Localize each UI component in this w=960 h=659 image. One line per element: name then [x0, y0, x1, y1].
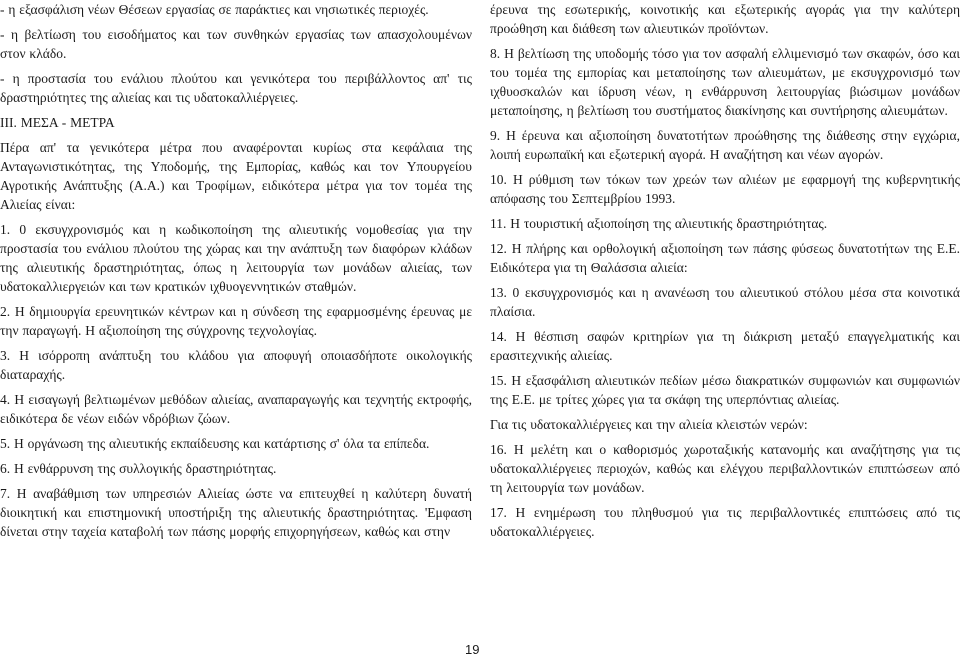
paragraph-right-5: 11. Η τουριστική αξιοποίηση της αλιευτικής δραστηριότητας. — [490, 216, 828, 231]
paragraph-left-6: 1. 0 εκσυγχρονισμός και η κωδικοποίηση της αλιευτικής νομοθεσίας για την προστασία του ενάλιου πλούτου της χώρας και την ανάπτυξη των διαφόρων κλάδων της αλιευτικής δραστηριότητας, όπως η λειτουργία των μονάδων αλιείας, των υδατοκαλλιεργειών και των κρατικών ιχθυογεννητικών σταθμών. — [0, 222, 472, 294]
paragraph-right-10: Για τις υδατοκαλλιέργειες και την αλιεία κλειστών νερών: — [490, 417, 808, 432]
left-column — [0, 0, 472, 547]
paragraph-right-1: έρευνα της εσωτερικής, κοινοτικής και εξωτερικής αγοράς για την καλύτερη προώθηση και διάθεση των αλιευτικών προϊόντων. — [490, 2, 960, 36]
paragraph-left-8: 3. Η ισόρροπη ανάπτυξη του κλάδου για αποφυγή οποιασδήποτε οικολογικής διαταραχής. — [0, 348, 472, 382]
paragraph-right-11: 16. Η μελέτη και ο καθορισμός χωροταξικής κατανομής και αναζήτησης για τις υδατοκαλλιέργειες περιοχών, καθώς και ελέγχου περιβαλλοντικών επιπτώσεων από τη λειτουργία των μονάδων. — [490, 442, 960, 495]
paragraph-left-9: 4. Η εισαγωγή βελτιωμένων μεθόδων αλιείας, αναπαραγωγής και τεχνητής εκτροφής, ειδικότερα δε νέων ειδών νδρόβιων ζώων. — [0, 392, 472, 426]
paragraph-right-8: 14. Η θέσπιση σαφών κριτηρίων για τη διάκριση μεταξύ επαγγελματικής και ερασιτεχνικής αλιείας. — [490, 329, 960, 363]
paragraph-right-9: 15. Η εξασφάλιση αλιευτικών πεδίων μέσω διακρατικών συμφωνιών και συμφωνιών της Ε.Ε. με τρίτες χώρες για τα σκάφη της υπερπόντιας αλιείας. — [490, 373, 960, 407]
paragraph-right-7: 13. 0 εκσυγχρονισμός και η ανανέωση του αλιευτικού στόλου μέσα στα κοινοτικά πλαίσια. — [490, 285, 960, 319]
paragraph-right-3: 9. Η έρευνα και αξιοποίηση δυνατοτήτων προώθησης της διάθεσης στην εγχώρια, λοιπή ευρωπαϊκή και εξωτερική αγορά. Η αναζήτηση και νέων αγορών. — [490, 128, 960, 162]
paragraph-right-4: 10. Η ρύθμιση των τόκων των χρεών των αλιέων με εφαρμογή της κυβερνητικής απόφασης του Σεπτεμβρίου 1993. — [490, 172, 960, 206]
paragraph-left-12: 7. Η αναβάθμιση των υπηρεσιών Αλιείας ώστε να επιτευχθεί η καλύτερη δυνατή διοικητική και επιστημονική υποστήριξη της αλιευτικής δραστηριότητας. 'Εμφαση δίνεται στην ταχεία καταβολή των πάσης μορφής επιχορηγήσεων, καθώς και στην — [0, 486, 472, 539]
paragraph-right-6: 12. Η πλήρης και ορθολογική αξιοποίηση των πάσης φύσεως δυνατοτήτων της Ε.Ε. Ειδικότερα για τη Θαλάσσια αλιεία: — [490, 241, 960, 275]
page-number: 19 — [465, 642, 480, 657]
paragraph-left-5: Πέρα απ' τα γενικότερα μέτρα που αναφέρονται κυρίως στα κεφάλαια της Ανταγωνιστικότητας, της Υποδομής, της Εμπορίας, καθώς και τον Υπουργείου Αγροτικής Ανάπτυξης (Α.Α.) και Τροφίμων, ειδικότερα μέτρα για τον τομέα της Αλιείας είναι: — [0, 140, 472, 212]
paragraph-left-11: 6. Η ενθάρρυνση της συλλογικής δραστηριότητας. — [0, 461, 277, 476]
paragraph-right-2: 8. Η βελτίωση της υποδομής τόσο για τον ασφαλή ελλιμενισμό των σκαφών, όσο και του τομέα της εμπορίας και μεταποίησης των αλιευμάτων, με εκσυγχρονισμό των ιχθυοσκαλών και ίδρυση νέων, η ενθάρρυνση λειτουργίας βιώσιμων μονάδων μεταποίησης, η βελτίωση του συστήματος διακίνησης και συντήρησης αλιευμάτων. — [490, 46, 960, 118]
paragraph-left-3: - η προστασία του ενάλιου πλούτου και γενικότερα του περιβάλλοντος απ' τις δραστηριότητες της αλιείας και τις υδατοκαλλιέργειες. — [0, 71, 472, 105]
paragraph-left-2: - η βελτίωση του εισοδήματος και των συνθηκών εργασίας των απασχολουμένων στον κλάδο. — [0, 27, 472, 61]
paragraph-left-7: 2. Η δημιουργία ερευνητικών κέντρων και η σύνδεση της εφαρμοσμένης έρευνας με την παραγωγή. Η αξιοποίηση της σύγχρονης τεχνολογίας. — [0, 304, 472, 338]
paragraph-left-10: 5. Η οργάνωση της αλιευτικής εκπαίδευσης και κατάρτισης σ' όλα τα επίπεδα. — [0, 436, 430, 451]
paragraph-left-1: - η εξασφάλιση νέων Θέσεων εργασίας σε παράκτιες και νησιωτικές περιοχές. — [0, 2, 429, 17]
right-column — [490, 0, 960, 547]
paragraph-right-12: 17. Η ενημέρωση του πληθυσμού για τις περιβαλλοντικές επιπτώσεις από τις υδατοκαλλιέργειες. — [490, 505, 960, 539]
section-heading: ΙΙΙ. ΜΕΣΑ - ΜΕΤΡΑ — [0, 115, 115, 130]
